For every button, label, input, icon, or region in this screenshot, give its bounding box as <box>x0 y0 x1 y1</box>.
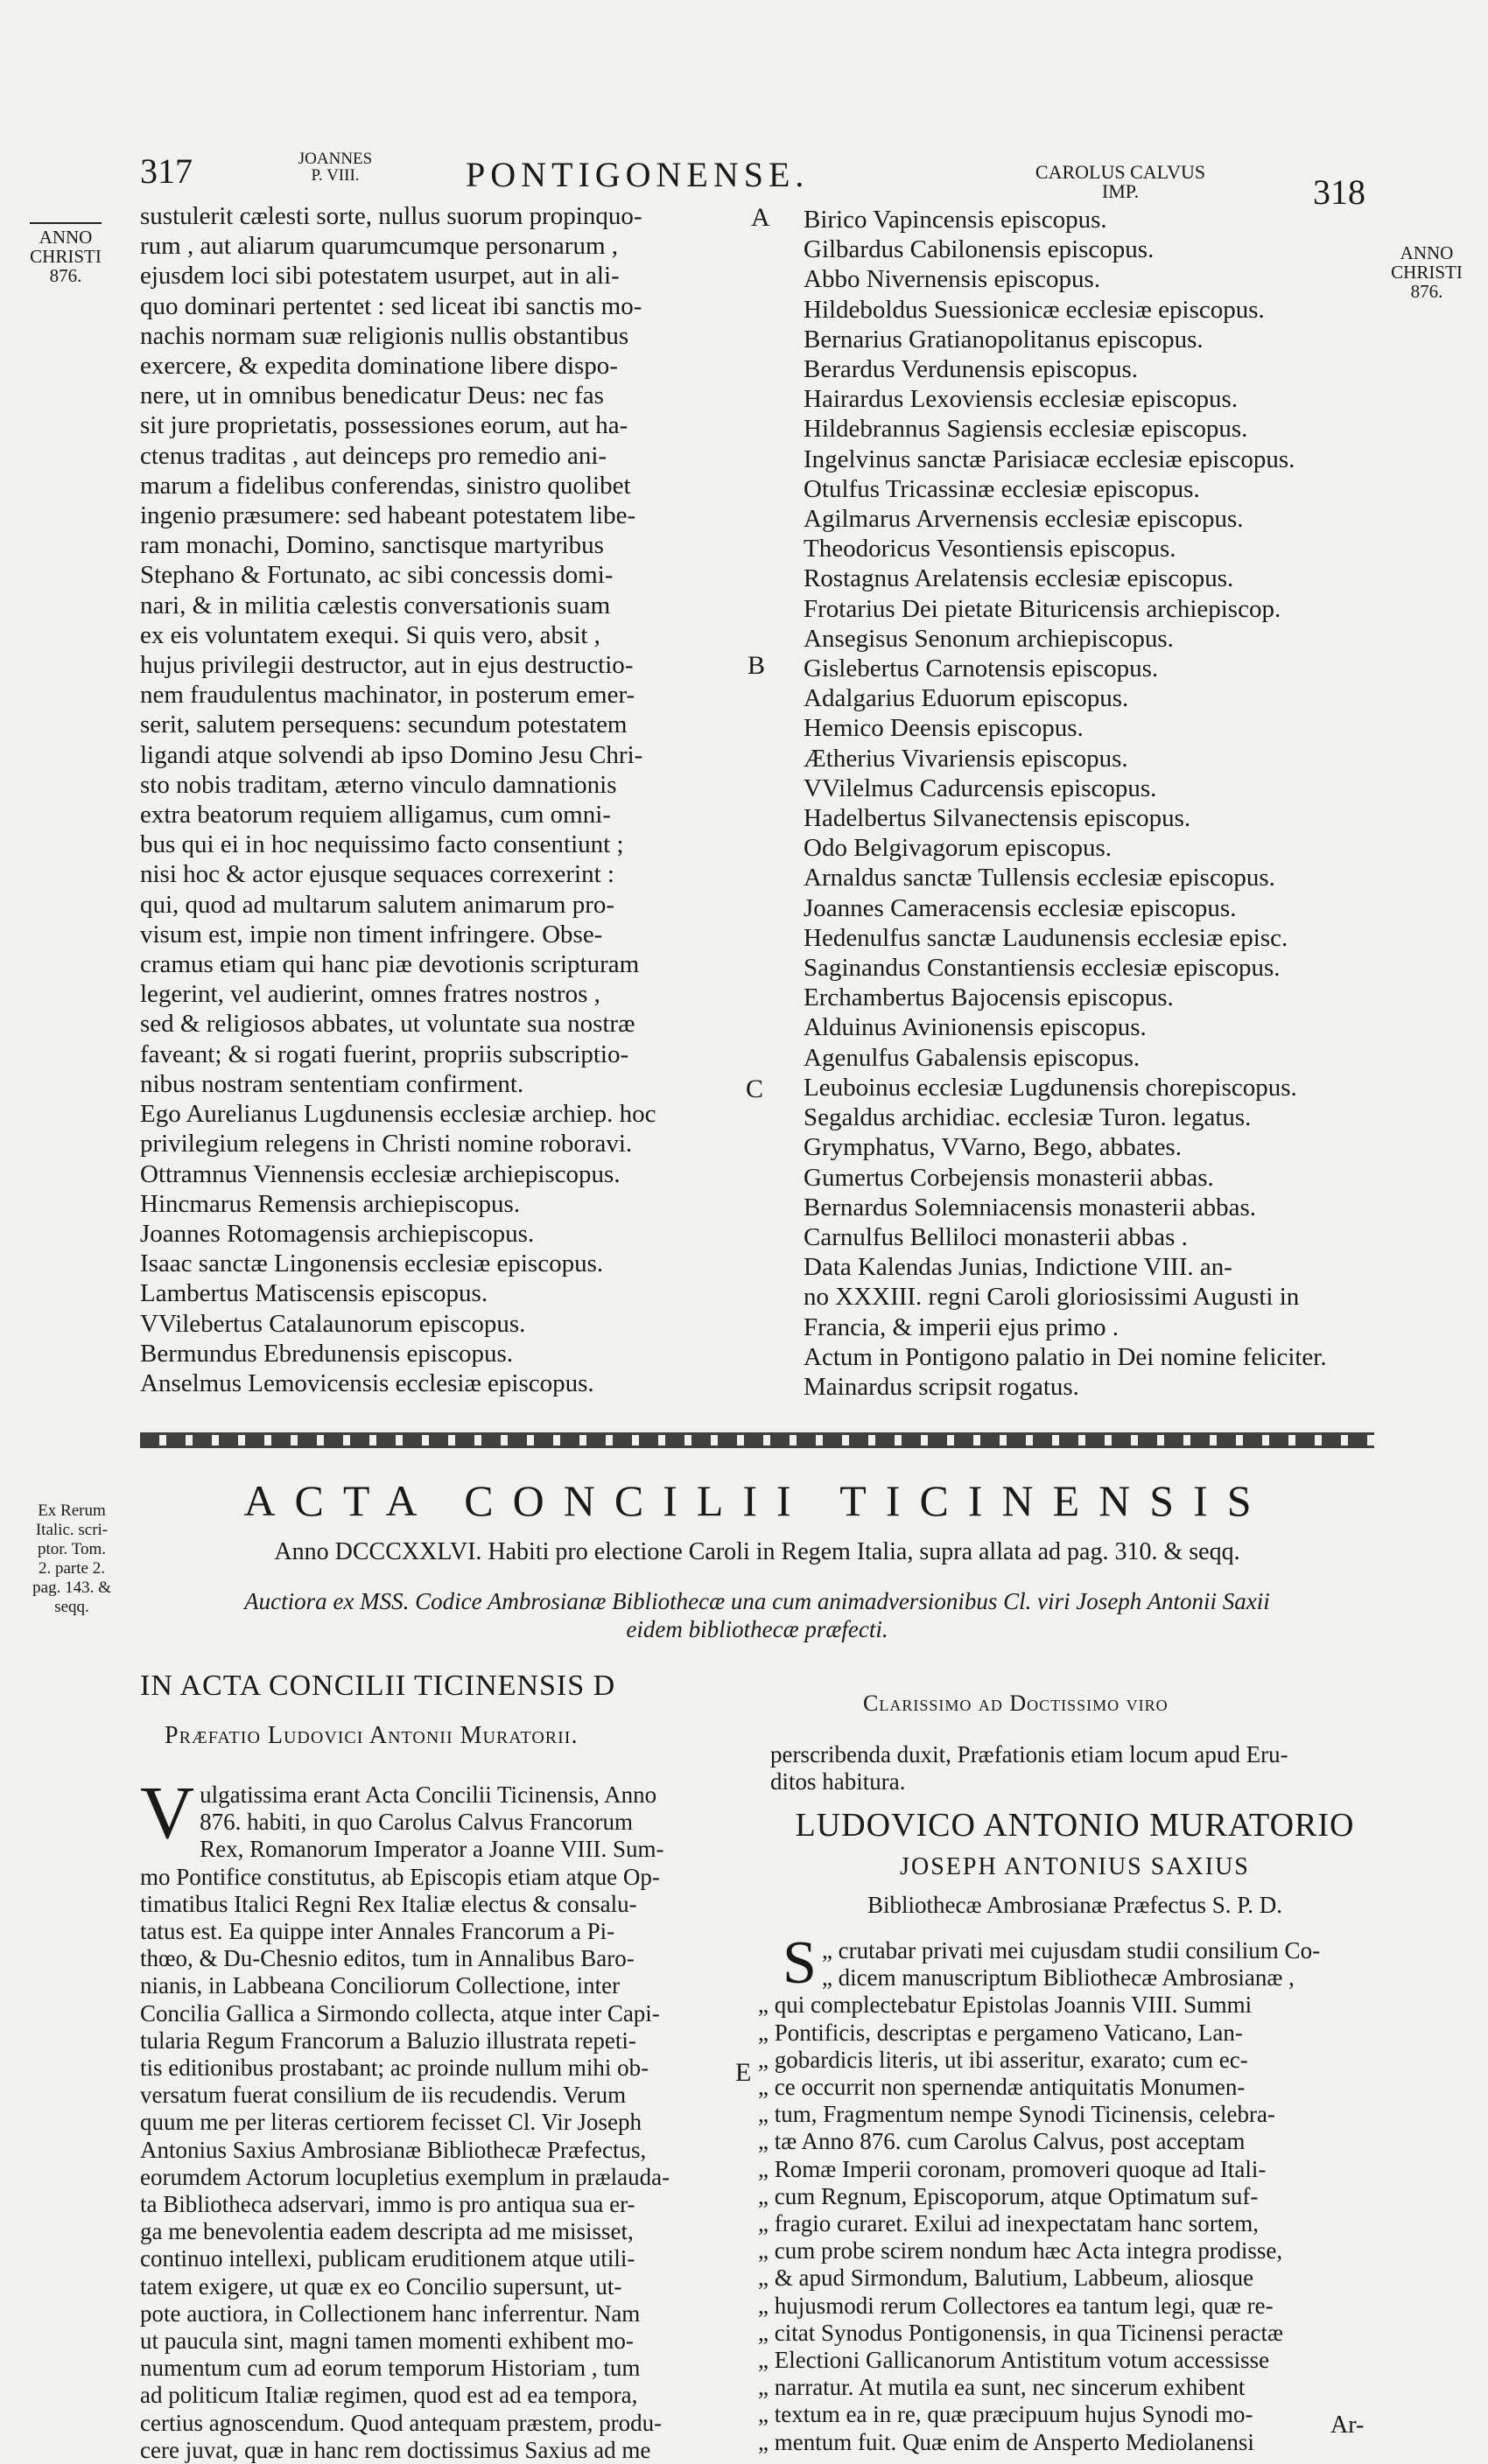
text-line: sustulerit cælesti sorte, nullus suorum propinquo- <box>140 202 642 230</box>
text-line: ejusdem loci sibi potestatem usurpet, aut in ali- <box>140 262 620 290</box>
letter-lead-lines <box>770 1741 1383 1796</box>
text-line: ctenus traditas , aut deinceps pro remedio ani- <box>140 441 607 470</box>
signatory-line: Theodoricus Vesontiensis episcopus. <box>804 535 1176 564</box>
letter-line: „ mentum fuit. Quæ enim de Ansperto Mediolanensi <box>758 2428 1254 2455</box>
sender-title: Bibliothecæ Ambrosianæ Præfectus S. P. D. <box>867 1892 1283 1918</box>
preface-line: continuo intellexi, publicam eruditionem atque utili- <box>140 2245 635 2272</box>
signatory-line: Leuboinus ecclesiæ Lugdunensis chorepiscopus. <box>804 1073 1297 1102</box>
preface-line: versatum fuerat consilium de iis recudendis. Verum <box>140 2082 627 2109</box>
signatory-line: Mainardus scripsit rogatus. <box>804 1372 1079 1401</box>
signatory-line: Arnaldus sanctæ Tullensis ecclesiæ episcopus. <box>804 864 1275 892</box>
acta-italic-note: Auctiora ex MSS. Codice Ambrosianæ Bibliothecæ una cum animadversionibus Cl. viri Joseph Antonii Saxii <box>244 1588 1270 1614</box>
section-letter-b: B <box>748 651 766 680</box>
text-line: marum a fidelibus conferendas, sinistro quolibet <box>140 471 631 500</box>
signatory-line: Hairardus Lexoviensis ecclesiæ episcopus. <box>804 385 1239 414</box>
preface-line: pote auctiora, in Collectionem hanc inferrentur. Nam <box>140 2300 641 2327</box>
preface-line: numentum cum ad eorum temporum Historiam , tum <box>140 2355 641 2382</box>
preface-line: tularia Regum Francorum a Baluzio illustrata repeti- <box>140 2026 636 2054</box>
text-line: bus qui ei in hoc nequissimo facto consentiunt ; <box>140 830 624 859</box>
signatory-line: Joannes Cameracensis ecclesiæ episcopus. <box>804 893 1237 922</box>
signatory-line: Ansegisus Senonum archiepiscopus. <box>804 624 1174 653</box>
running-head-left: JOANNES P. VIII. <box>298 150 373 185</box>
text-line: Ottramnus Viennensis ecclesiæ archiepiscopus. <box>140 1159 621 1188</box>
letter-line: „ tæ Anno 876. cum Carolus Calvus, post acceptam <box>758 2128 1246 2155</box>
signatory-line: Hildebrannus Sagiensis ecclesiæ episcopus. <box>804 415 1248 444</box>
text-line: ligandi atque solvendi ab ipso Domino Jesu Chri- <box>140 740 643 769</box>
signatory-line: Gumertus Corbejensis monasterii abbas. <box>804 1163 1214 1192</box>
text-line: Stephano & Fortunato, ac sibi concessis domi- <box>140 561 614 590</box>
running-head-right: CAROLUS CALVUS IMP. <box>1035 161 1206 202</box>
text-line: Bermundus Ebredunensis episcopus. <box>140 1339 514 1368</box>
signatory-line: Agilmarus Arvernensis ecclesiæ episcopus. <box>804 505 1244 534</box>
margin-year-left: ANNO CHRISTI 876. <box>30 222 102 285</box>
lead-line: perscribenda duxit, Præfationis etiam locum apud Eru- <box>770 1741 1288 1768</box>
preface-line: Antonius Saxius Ambrosianæ Bibliothecæ Præfectus, <box>140 2136 647 2163</box>
text-line: hujus privilegii destructor, aut in ejus destructio- <box>140 651 634 680</box>
signatory-line: Bernardus Solemniacensis monasterii abbas. <box>804 1193 1257 1222</box>
signatory-line: Hedenulfus sanctæ Laudunensis ecclesiæ episc. <box>804 923 1288 952</box>
letter-line: „ cum probe scirem nondum hæc Acta integra prodisse, <box>758 2237 1283 2264</box>
letter-line: „ Romæ Imperii coronam, promoveri quoque ad Itali- <box>758 2155 1267 2182</box>
page-title: PONTIGONENSE. <box>466 155 810 194</box>
preface-line: timatibus Italici Regni Rex Italiæ electus & consalu- <box>140 1890 637 1917</box>
text-line: exercere, & expedita dominatione libere dispo- <box>140 352 618 381</box>
signatory-line: Berardus Verdunensis episcopus. <box>804 355 1139 384</box>
text-line: sto nobis traditam, æterno vinculo damnationis <box>140 770 617 799</box>
signatory-line: Gilbardus Cabilonensis episcopus. <box>804 235 1155 264</box>
preface-line: tis editionibus prostabant; ac proinde nullum mihi ob- <box>140 2054 649 2082</box>
preface-line: ga me benevolentia eadem descripta ad me misisset, <box>140 2218 634 2245</box>
signatory-line: Otulfus Tricassinæ ecclesiæ episcopus. <box>804 474 1200 503</box>
source-note: Ex Rerum Italic. scri- ptor. Tom. 2. parte 2. pag. 143. & seqq. <box>32 1502 111 1616</box>
letter-line: „ dicem manuscriptum Bibliothecæ Ambrosianæ , <box>821 1964 1295 1992</box>
text-line: nem fraudulentus machinator, in posterum emer- <box>140 681 635 710</box>
preface-body <box>140 1770 744 2464</box>
letter-line: „ fragio curaret. Exilui ad inexpectatam hanc sortem, <box>758 2210 1259 2237</box>
preface-line: thœo, & Du-Chesnio editos, tum in Annalibus Baro- <box>140 1945 635 1972</box>
preface-line: 876. habiti, in quo Carolus Calvus Francorum <box>200 1809 634 1836</box>
signatory-line: Adalgarius Eduorum episcopus. <box>804 684 1129 713</box>
preface-line: tatus est. Ea quippe inter Annales Francorum a Pi- <box>140 1918 615 1945</box>
text-line: ex eis voluntatem exequi. Si quis vero, absit , <box>140 620 600 649</box>
preface-subheading: Præfatio Ludovici Antonii Muratorii. <box>165 1722 579 1749</box>
letter-line: „ & apud Sirmondum, Balutium, Labbeum, aliosque <box>758 2264 1254 2292</box>
text-line: serit, salutem persequens: secundum potestatem <box>140 710 628 739</box>
signatory-line: Frotarius Dei pietate Bituricensis archiepiscop. <box>804 594 1281 623</box>
acta-title: ACTA CONCILII TICINENSIS <box>243 1476 1271 1525</box>
letter-line: „ tum, Fragmentum nempe Synodi Ticinensis, celebra- <box>758 2101 1275 2128</box>
text-line: VVilebertus Catalaunorum episcopus. <box>140 1309 526 1338</box>
signatory-line: Odo Belgivagorum episcopus. <box>804 834 1112 863</box>
letter-line: „ qui complectebatur Epistolas Joannis VIII. Summi <box>758 1992 1253 2019</box>
section-letter-e: E <box>735 2058 752 2087</box>
text-line: nibus nostram sententiam confirment. <box>140 1069 524 1098</box>
ornamental-divider <box>140 1432 1374 1448</box>
dropcap-s: S <box>783 1929 817 1997</box>
page-number-right: 318 <box>1313 172 1365 212</box>
letter-line: „ Pontificis, descriptas e pergameno Vaticano, Lan- <box>758 2019 1243 2046</box>
text-line: Lambertus Matiscensis episcopus. <box>140 1279 488 1308</box>
text-line: quo dominari pertentet : sed liceat ibi sanctis mo- <box>140 291 642 320</box>
text-line: nere, ut in omnibus benedicatur Deus: nec fas <box>140 382 604 410</box>
signatory-line: Birico Vapincensis episcopus. <box>804 206 1107 234</box>
preface-line: ulgatissima erant Acta Concilii Ticinensis, Anno <box>200 1782 657 1808</box>
text-line: Joannes Rotomagensis archiepiscopus. <box>140 1219 535 1248</box>
right-column-text <box>804 205 1381 1402</box>
signatory-line: Alduinus Avinionensis episcopus. <box>804 1013 1147 1042</box>
preface-line: cere juvat, quæ in hanc rem doctissimus Saxius ad me <box>140 2436 651 2463</box>
signatory-line: Hemico Deensis episcopus. <box>804 714 1084 743</box>
letter-body <box>758 1929 1383 2456</box>
letter-line: „ hujusmodi rerum Collectores ea tantum legi, quæ re- <box>758 2292 1274 2319</box>
signatory-line: Hildeboldus Suessionicæ ecclesiæ episcopus. <box>804 295 1265 324</box>
text-line: Hincmarus Remensis archiepiscopus. <box>140 1189 521 1218</box>
signatory-line: Segaldus archidiac. ecclesiæ Turon. legatus. <box>804 1103 1252 1132</box>
signatory-line: Grymphatus, VVarno, Bego, abbates. <box>804 1133 1182 1162</box>
signatory-line: Agenulfus Gabalensis episcopus. <box>804 1043 1141 1072</box>
text-line: rum , aut aliarum quarumcumque personarum , <box>140 232 619 261</box>
preface-line: certius agnoscendum. Quod antequam præstem, produ- <box>140 2409 663 2436</box>
preface-line: ta Bibliotheca adservari, immo is pro antiqua sua er- <box>140 2191 635 2218</box>
signatory-line: Hadelbertus Silvanectensis episcopus. <box>804 804 1191 833</box>
preface-line: Concilia Gallica a Sirmondo collecta, atque inter Capi- <box>140 1999 660 2026</box>
preface-line: eorumdem Actorum locupletius exemplum in prælauda- <box>140 2163 670 2190</box>
letter-line: „ ce occurrit non spernendæ antiquitatis Monumen- <box>758 2074 1246 2101</box>
preface-line: Rex, Romanorum Imperator a Joanne VIII. Sum- <box>200 1836 664 1863</box>
preface-line: ut paucula sint, magni tamen momenti exhibent mo- <box>140 2328 634 2355</box>
left-column-text <box>140 201 744 1398</box>
text-line: nari, & in militia cælestis conversationis suam <box>140 591 611 620</box>
signatory-line: Erchambertus Bajocensis episcopus. <box>804 984 1174 1012</box>
text-line: ingenio præsumere: sed habeant potestatem libe- <box>140 501 636 530</box>
letter-line: „ Electioni Gallicanorum Antistitum votum accessisse <box>758 2347 1270 2374</box>
text-line: Anselmus Lemovicensis ecclesiæ episcopus. <box>140 1368 594 1397</box>
text-line: Ego Aurelianus Lugdunensis ecclesiæ archiep. hoc <box>140 1100 656 1129</box>
letter-line: „ textum ea in re, quæ præcipuum hujus Synodi mo- <box>758 2401 1253 2428</box>
signatory-line: Rostagnus Arelatensis ecclesiæ episcopus. <box>804 564 1234 593</box>
acta-italic-note-2: eidem bibliothecæ præfecti. <box>626 1616 888 1642</box>
preface-line: quum me per literas certiorem fecisset Cl. Vir Joseph <box>140 2109 642 2136</box>
signatory-line: Bernarius Gratianopolitanus episcopus. <box>804 325 1204 354</box>
signatory-line: Actum in Pontigono palatio in Dei nomine feliciter. <box>804 1342 1327 1371</box>
text-line: qui, quod ad multarum salutem animarum pro- <box>140 890 615 919</box>
acta-subtitle: Anno DCCCXXLVI. Habiti pro electione Caroli in Regem Italia, supra allata ad pag. 310. & seqq. <box>274 1538 1240 1565</box>
signatory-line: Francia, & imperii ejus primo . <box>804 1312 1120 1341</box>
letter-line: „ citat Synodus Pontigonensis, in qua Ticinensi peractæ <box>758 2319 1283 2346</box>
signatory-line: Ingelvinus sanctæ Parisiacæ ecclesiæ episcopus. <box>804 444 1295 473</box>
preface-line: tatem exigere, ut quæ ex eo Concilio supersunt, ut- <box>140 2272 622 2300</box>
letter-line: „ cum Regnum, Episcoporum, atque Optimatum suf- <box>758 2182 1259 2209</box>
page-number-left: 317 <box>140 151 193 191</box>
text-line: cramus etiam qui hanc piæ devotionis scripturam <box>140 950 640 979</box>
preface-line: nianis, in Labbeana Conciliorum Collectione, inter <box>140 1972 621 1999</box>
catchword: Ar- <box>1330 2412 1365 2439</box>
section-letter-a: A <box>751 203 770 232</box>
letter-line: „ narratur. At mutila ea sunt, nec sincerum exhibent <box>758 2374 1246 2401</box>
letter-line: „ gobardicis literis, ut ibi asseritur, exarato; cum ec- <box>758 2046 1248 2073</box>
dropcap-v: V <box>140 1770 195 1854</box>
preface-heading: IN ACTA CONCILII TICINENSIS D <box>140 1670 616 1702</box>
signatory-line: no XXXIII. regni Caroli gloriosissimi Augusti in <box>804 1283 1300 1312</box>
signatory-line: Abbo Nivernensis episcopus. <box>804 265 1101 294</box>
margin-year-right: ANNO CHRISTI 876. <box>1391 242 1463 302</box>
addressee-name: LUDOVICO ANTONIO MURATORIO <box>795 1807 1355 1844</box>
signatory-line: Saginandus Constantiensis ecclesiæ episcopus. <box>804 954 1281 983</box>
text-line: ram monachi, Domino, sanctisque martyribus <box>140 531 604 560</box>
letter-heading: Clarissimo ad Doctissimo viro <box>863 1690 1169 1716</box>
text-line: visum est, impie non timent infringere. Obse- <box>140 920 603 948</box>
text-line: extra beatorum requiem alligamus, cum omni- <box>140 801 611 830</box>
signatory-line: Gislebertus Carnotensis episcopus. <box>804 654 1159 683</box>
text-line: legerint, vel audierint, omnes fratres nostros , <box>140 980 600 1009</box>
lead-line: ditos habitura. <box>770 1768 906 1796</box>
text-line: sed & religiosos abbates, ut voluntate sua nostræ <box>140 1010 635 1039</box>
text-line: privilegium relegens in Christi nomine roboravi. <box>140 1130 633 1158</box>
preface-line: ad politicum Italiæ regimen, quod est ad ea tempora, <box>140 2382 638 2409</box>
text-line: nisi hoc & actor ejusque sequaces correxerint : <box>140 860 614 889</box>
signatory-line: VVilelmus Cadurcensis episcopus. <box>804 774 1157 802</box>
letter-line: „ crutabar privati mei cujusdam studii consilium Co- <box>821 1937 1321 1964</box>
signatory-line: Data Kalendas Junias, Indictione VIII. an- <box>804 1253 1232 1282</box>
preface-line: mo Pontifice constitutus, ab Episcopis etiam atque Op- <box>140 1863 660 1890</box>
sender-name: JOSEPH ANTONIUS SAXIUS <box>900 1853 1250 1880</box>
signatory-line: Carnulfus Belliloci monasterii abbas . <box>804 1222 1188 1251</box>
text-line: nachis normam suæ religionis nullis obstantibus <box>140 321 629 350</box>
signatory-line: Ætherius Vivariensis episcopus. <box>804 744 1128 773</box>
section-letter-c: C <box>746 1074 764 1103</box>
text-line: Isaac sanctæ Lingonensis ecclesiæ episcopus. <box>140 1250 604 1278</box>
text-line: faveant; & si rogati fuerint, propriis subscriptio- <box>140 1040 629 1068</box>
text-line: sit jure proprietatis, possessiones eorum, aut ha- <box>140 411 628 440</box>
